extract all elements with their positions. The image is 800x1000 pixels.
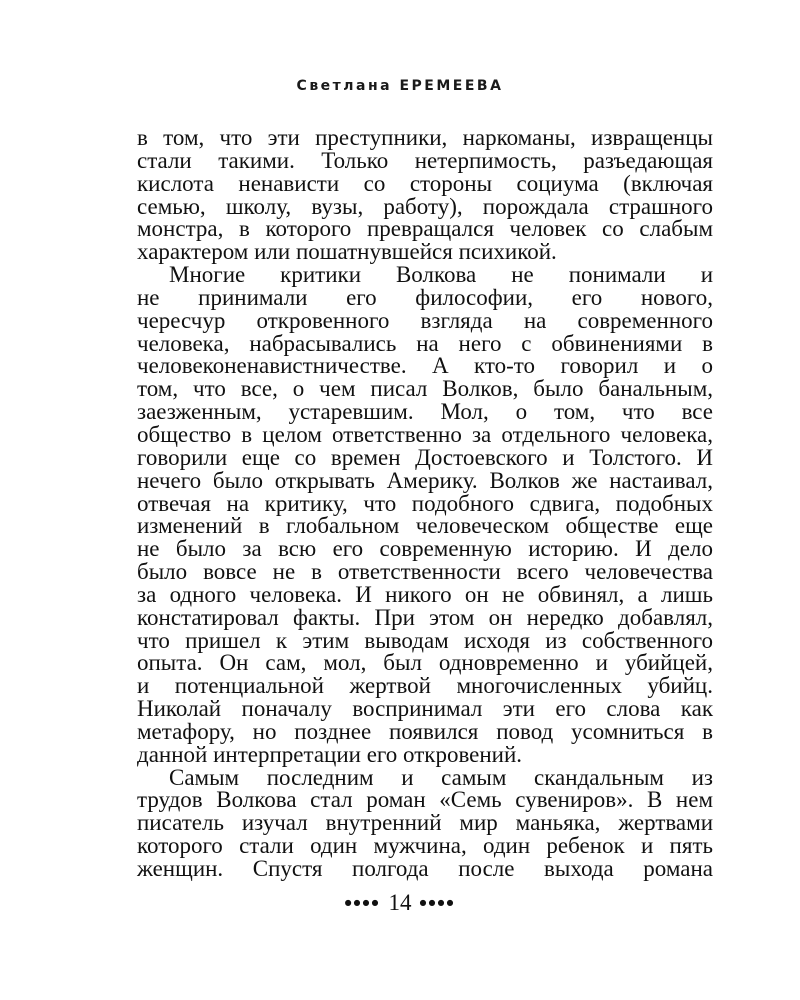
text-line: семью, школу, вузы, работу), порождала страшного bbox=[137, 193, 713, 219]
text-line: характером или пошатнувшейся психикой. bbox=[137, 239, 557, 265]
text-line: том, что все, о чем писал Волков, было банальным, bbox=[137, 376, 713, 402]
text-line: и потенциальной жертвой многочисленных убийц. bbox=[137, 673, 713, 699]
text-line: изменений в глобальном человеческом обществе еще bbox=[137, 513, 713, 539]
text-line: было вовсе не в ответственности всего человечества bbox=[137, 559, 713, 585]
text-line: трудов Волкова стал роман «Семь сувениров». В нем bbox=[137, 787, 713, 813]
folio-ornament-right: ●●●● bbox=[419, 898, 456, 908]
text-line: Николай поначалу воспринимал эти его слова как bbox=[137, 696, 713, 722]
text-line: данной интерпретации его откровений. bbox=[137, 741, 523, 767]
text-line: заезженным, устаревшим. Мол, о том, что все bbox=[137, 399, 713, 425]
text-line: монстра, в которого превращался человек со слабым bbox=[137, 216, 713, 242]
text-line: метафору, но позднее появился повод усомниться в bbox=[137, 718, 713, 744]
text-line: которого стали один мужчина, один ребенок и пять bbox=[137, 833, 713, 859]
text-line: Многие критики Волкова не понимали и bbox=[169, 262, 713, 288]
text-line: не было за всю его современную историю. И дело bbox=[137, 536, 713, 562]
text-line: отвечая на критику, что подобного сдвига, подобных bbox=[137, 490, 713, 516]
text-line: женщин. Спустя полгода после выхода романа bbox=[137, 856, 713, 881]
text-line: кислота ненависти со стороны социума (включая bbox=[137, 170, 713, 196]
text-line: человека, набрасывались на него с обвинениями в bbox=[137, 330, 713, 356]
text-line: не принимали его философии, его нового, bbox=[137, 284, 713, 310]
text-line: опыта. Он сам, мол, был одновременно и убийцей, bbox=[137, 650, 713, 676]
text-line: общество в целом ответственно за отдельного человека, bbox=[137, 421, 713, 447]
text-line: за одного человека. И никого он не обвинял, а лишь bbox=[137, 581, 713, 607]
text-line: человеконенавистничестве. А кто-то говорил и о bbox=[137, 353, 713, 379]
text-line: что пришел к этим выводам исходя из собственного bbox=[137, 627, 713, 653]
text-line: говорили еще со времен Достоевского и Толстого. И bbox=[137, 444, 713, 470]
text-line: констатировал факты. При этом он нередко добавлял, bbox=[137, 604, 713, 630]
text-line: в том, что эти преступники, наркоманы, извращенцы bbox=[137, 125, 713, 150]
text-line: чересчур откровенного взгляда на современного bbox=[137, 307, 713, 333]
text-line: стали такими. Только нетерпимость, разъедающая bbox=[137, 147, 713, 173]
running-head-author: Светлана ЕРЕМЕЕВА bbox=[296, 78, 504, 94]
page-folio bbox=[0, 890, 800, 916]
text-line: писатель изучал внутренний мир маньяка, жертвами bbox=[137, 810, 713, 836]
folio-ornament-left: ●●●● bbox=[344, 898, 381, 908]
text-line: нечего было открывать Америку. Волков же настаивал, bbox=[137, 467, 713, 493]
body-text bbox=[137, 127, 713, 881]
page-number: 14 bbox=[388, 890, 412, 915]
text-line: Самым последним и самым скандальным из bbox=[169, 764, 713, 790]
